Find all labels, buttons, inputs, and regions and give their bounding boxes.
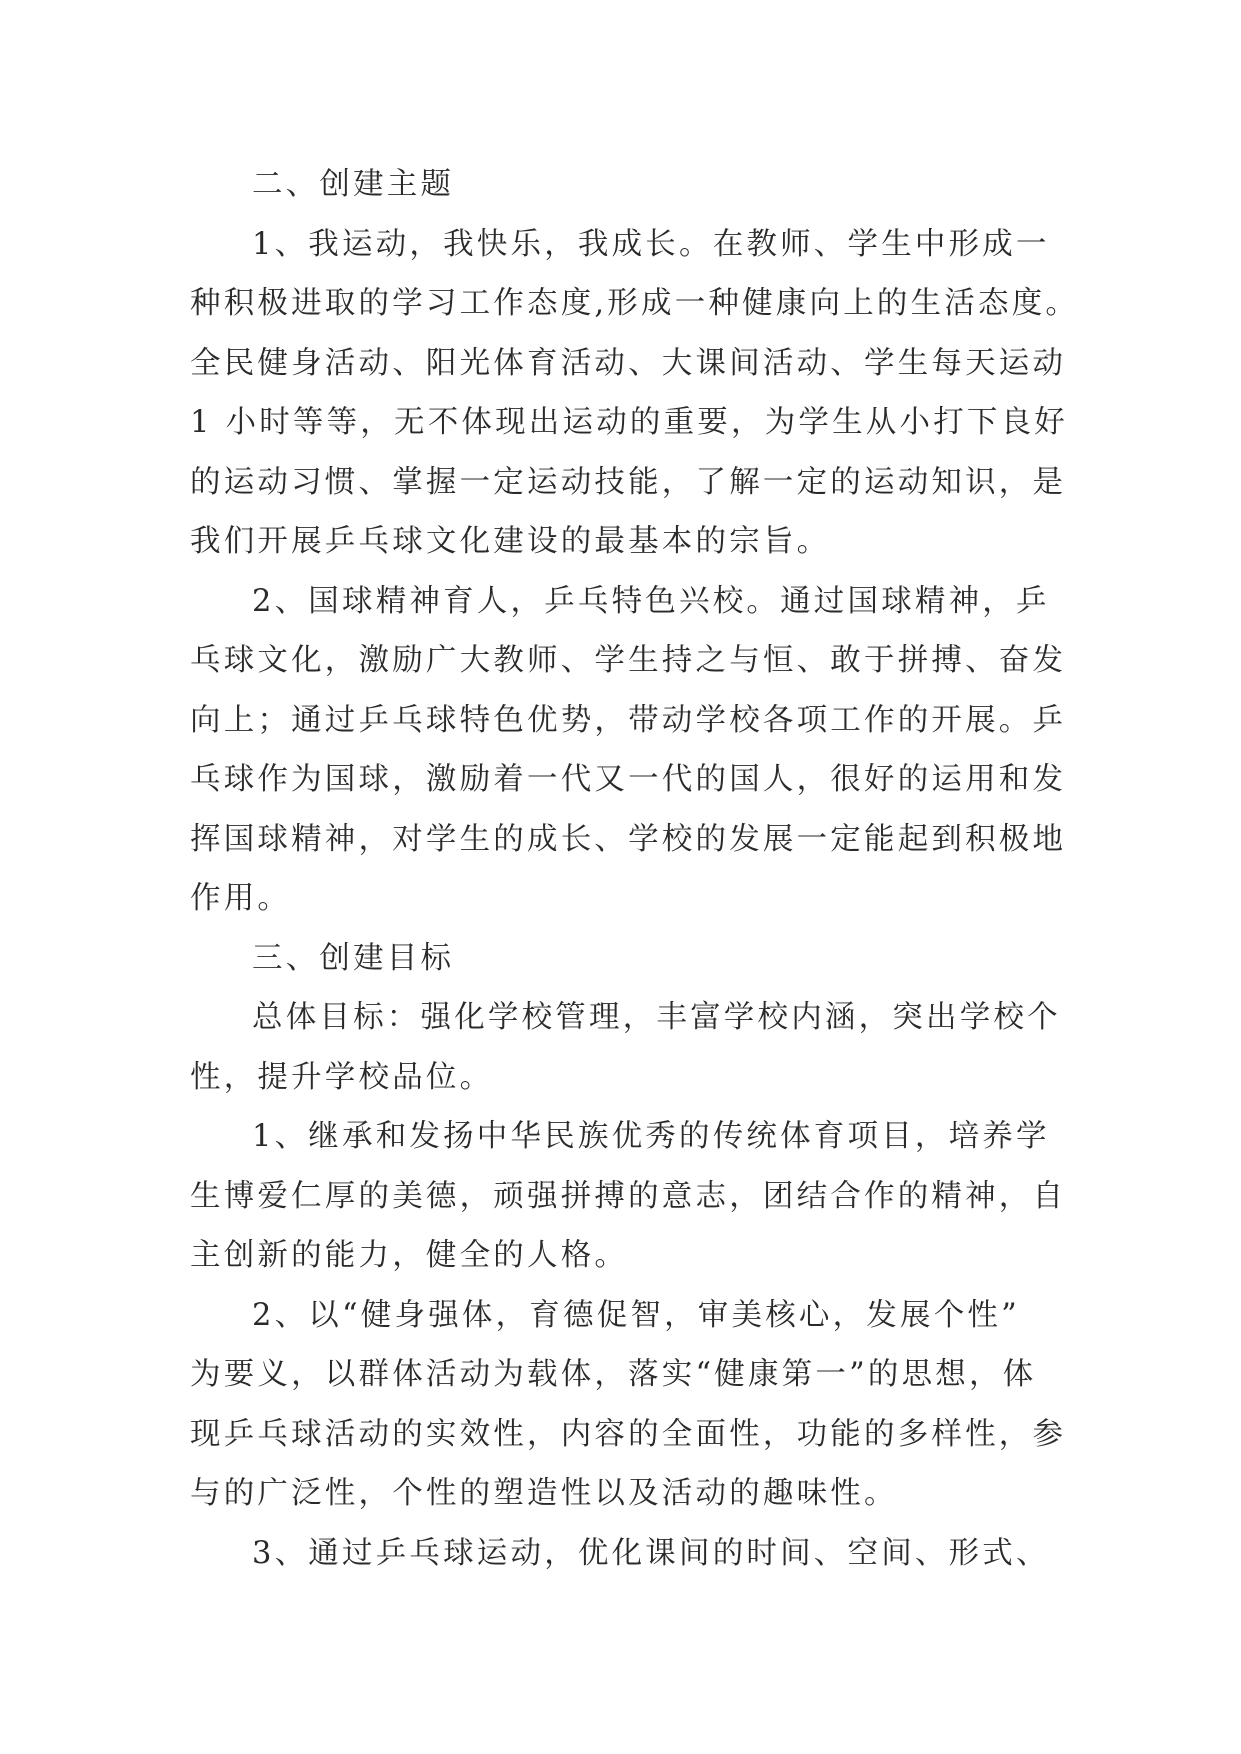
- paragraph-line: 总体目标：强化学校管理，丰富学校内涵，突出学校个: [252, 1000, 1061, 1035]
- paragraph-line: 2、以“健身强体，育德促智，审美核心，发展个性”: [252, 1297, 1020, 1333]
- paragraph-line: 为要义，以群体活动为载体，落实“健康第一”的思想，体: [190, 1357, 1037, 1392]
- paragraph-line: 种积极进取的学习工作态度,形成一种健康向上的生活态度。: [190, 286, 1080, 321]
- paragraph-line: 现乒乓球活动的实效性，内容的全面性，功能的多样性，参: [190, 1416, 1067, 1452]
- paragraph-line: 1、我运动，我快乐，我成长。在教师、学生中形成一: [252, 226, 1050, 262]
- paragraph-line: 挥国球精神，对学生的成长、学校的发展一定能起到积极地: [190, 821, 1067, 857]
- paragraph-line: 2、国球精神育人，乒乓特色兴校。通过国球精神，乒: [252, 583, 1050, 619]
- paragraph-line: 乓球文化，激励广大教师、学生持之与恒、敢于拼搏、奋发: [190, 643, 1067, 678]
- paragraph-line: 我们开展乒乓球文化建设的最基本的宗旨。: [190, 524, 831, 559]
- paragraph-line: 生博爱仁厚的美德，顽强拼搏的意志，团结合作的精神，自: [190, 1178, 1067, 1214]
- paragraph-line: 作用。: [190, 881, 292, 916]
- paragraph-line: 乓球作为国球，激励着一代又一代的国人，很好的运用和发: [190, 762, 1067, 797]
- paragraph-line: 3、通过乒乓球运动，优化课间的时间、空间、形式、: [252, 1535, 1050, 1571]
- section-heading-goals: 三、创建目标: [252, 940, 455, 976]
- paragraph-line: 全民健身活动、阳光体育活动、大课间活动、学生每天运动: [190, 345, 1067, 381]
- paragraph-line: 与的广泛性，个性的塑造性以及活动的趣味性。: [190, 1476, 898, 1511]
- document-body: [190, 155, 1080, 1583]
- paragraph-line: 向上；通过乒乓球特色优势，带动学校各项工作的开展。乒: [190, 702, 1067, 738]
- paragraph-line: 的运动习惯、掌握一定运动技能，了解一定的运动知识，是: [190, 464, 1067, 500]
- paragraph-line: 主创新的能力，健全的人格。: [190, 1238, 629, 1273]
- section-heading-theme: 二、创建主题: [252, 167, 455, 202]
- paragraph-line: 性，提升学校品位。: [190, 1059, 494, 1095]
- paragraph-line: 1、继承和发扬中华民族优秀的传统体育项目，培养学: [252, 1119, 1050, 1154]
- paragraph-line: 1 小时等等，无不体现出运动的重要，为学生从小打下良好: [190, 405, 1068, 440]
